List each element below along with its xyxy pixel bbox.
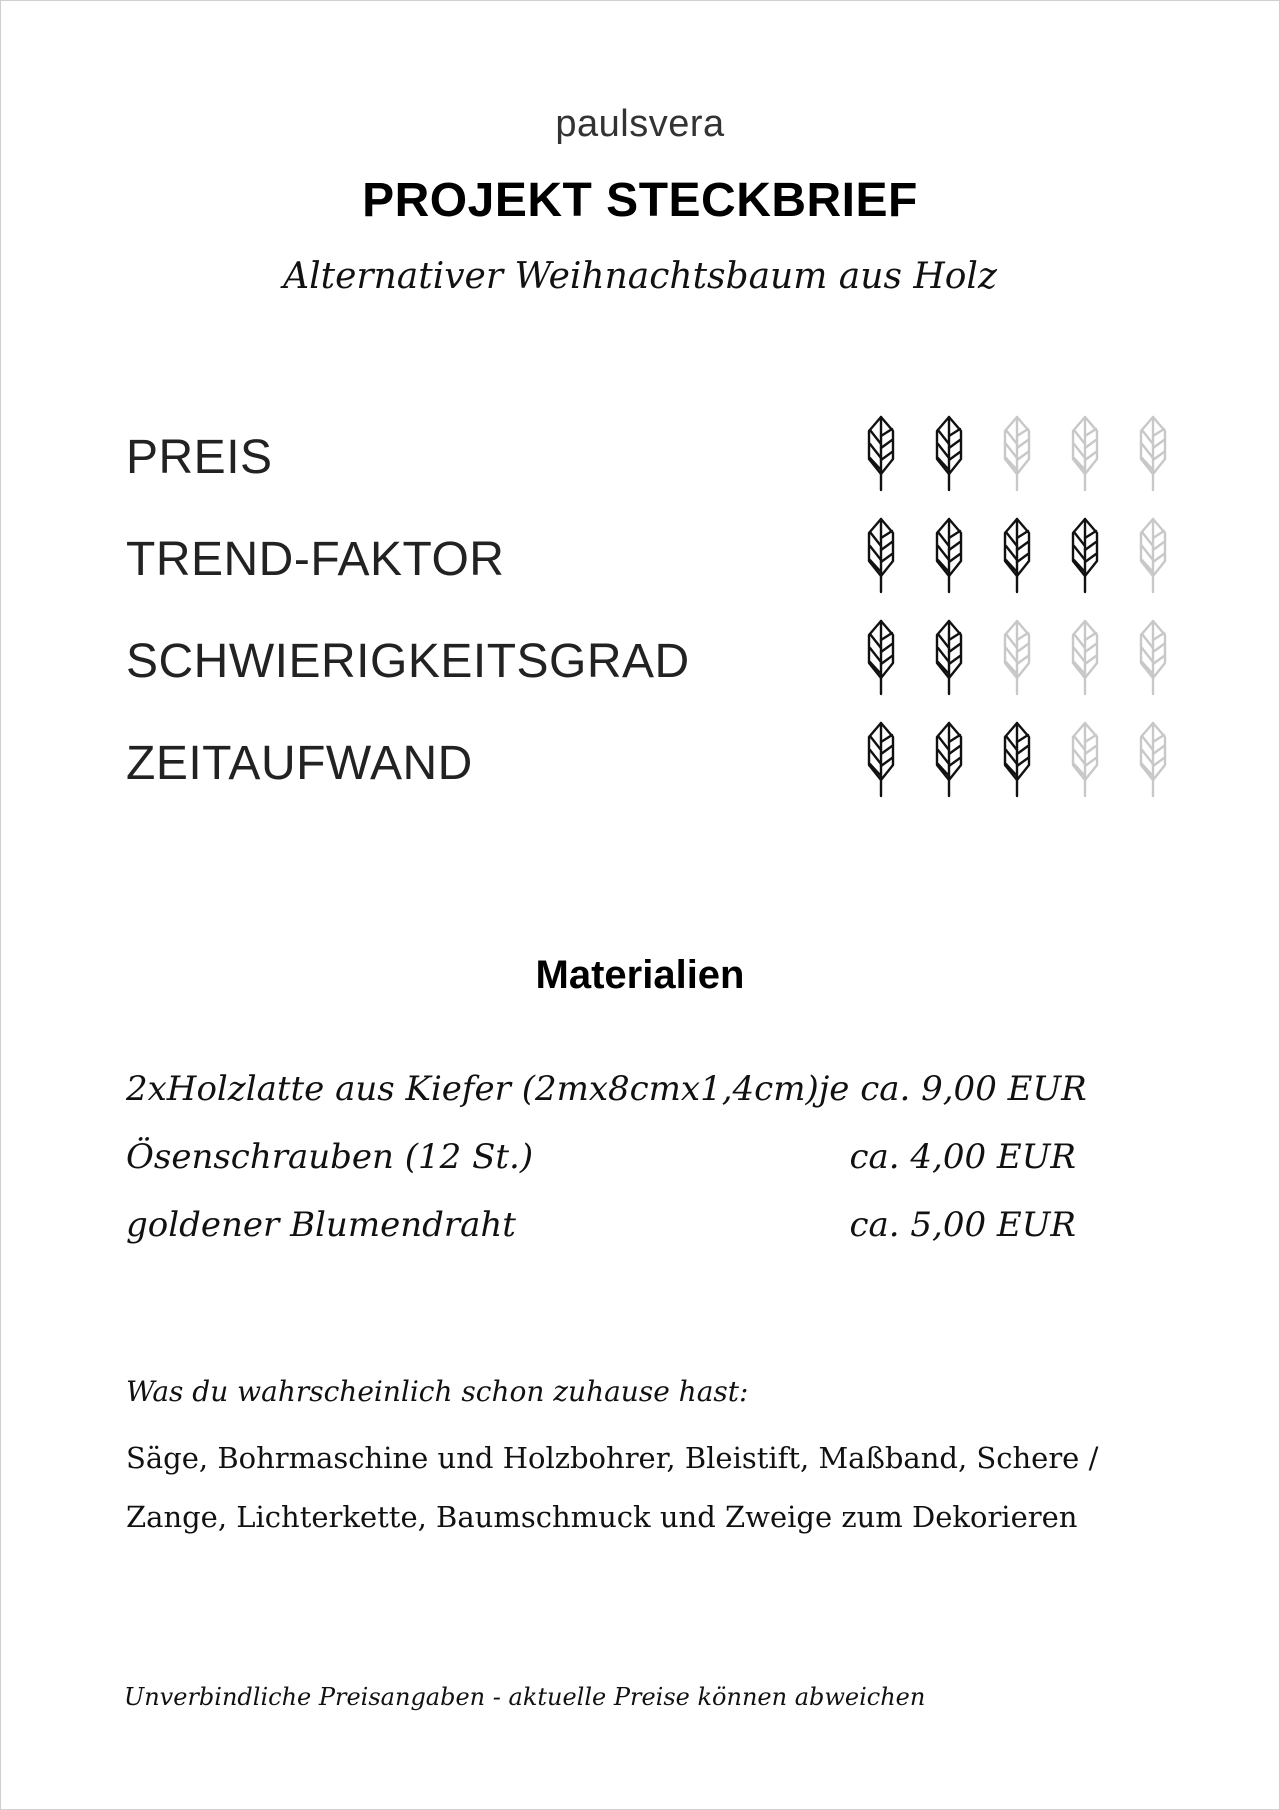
- rating-leaves: [861, 414, 1201, 494]
- material-name: 2xHolzlatte aus Kiefer (2mx8cmx1,4cm): [126, 1069, 819, 1109]
- material-item: [126, 1069, 1087, 1137]
- rating-label: PREIS: [126, 430, 273, 484]
- page-subtitle: Alternativer Weihnachtsbaum aus Holz: [283, 256, 997, 297]
- rating-row-trend: [126, 508, 1186, 610]
- price-disclaimer: Unverbindliche Preisangaben - aktuelle Preise können abweichen: [124, 1683, 926, 1711]
- materials-heading: Materialien: [535, 953, 745, 997]
- leaf-icon-filled: [861, 618, 929, 698]
- ratings-list: [126, 406, 1186, 814]
- at-home-text: Säge, Bohrmaschine und Holzbohrer, Bleistift, Maßband, Schere / Zange, Lichterkette, Baumschmuck und Zweige zum Dekorieren: [126, 1441, 1099, 1534]
- leaf-icon-filled: [861, 720, 929, 800]
- leaf-icon-empty: [1133, 414, 1201, 494]
- leaf-icon-empty: [1065, 618, 1133, 698]
- rating-label: TREND-FAKTOR: [126, 532, 505, 586]
- rating-row-time: [126, 712, 1186, 814]
- rating-leaves: [861, 618, 1201, 698]
- leaf-icon-empty: [1133, 516, 1201, 596]
- material-price: je ca. 9,00 EUR: [818, 1069, 1087, 1109]
- leaf-icon-filled: [1065, 516, 1133, 596]
- leaf-icon-filled: [929, 516, 997, 596]
- material-name: Ösenschrauben (12 St.): [126, 1137, 534, 1177]
- leaf-icon-empty: [997, 618, 1065, 698]
- leaf-icon-filled: [861, 414, 929, 494]
- rating-label: ZEITAUFWAND: [126, 736, 473, 790]
- leaf-icon-empty: [1065, 720, 1133, 800]
- material-price: ca. 5,00 EUR: [849, 1205, 1076, 1245]
- material-item: [126, 1137, 1076, 1205]
- rating-row-difficulty: [126, 610, 1186, 712]
- material-name: goldener Blumendraht: [126, 1205, 516, 1245]
- rating-leaves: [861, 516, 1201, 596]
- material-price: ca. 4,00 EUR: [849, 1137, 1076, 1177]
- leaf-icon-empty: [997, 414, 1065, 494]
- rating-row-price: [126, 406, 1186, 508]
- leaf-icon-filled: [929, 720, 997, 800]
- leaf-icon-filled: [997, 720, 1065, 800]
- leaf-icon-empty: [1133, 618, 1201, 698]
- at-home-intro: Was du wahrscheinlich schon zuhause hast:: [126, 1375, 749, 1408]
- materials-list: [126, 1069, 1087, 1273]
- leaf-icon-empty: [1133, 720, 1201, 800]
- leaf-icon-filled: [929, 618, 997, 698]
- brand-name: paulsvera: [555, 103, 725, 145]
- page-title: PROJEKT STECKBRIEF: [362, 174, 918, 227]
- leaf-icon-filled: [997, 516, 1065, 596]
- leaf-icon-filled: [929, 414, 997, 494]
- rating-label: SCHWIERIGKEITSGRAD: [126, 634, 690, 688]
- rating-leaves: [861, 720, 1201, 800]
- leaf-icon-filled: [861, 516, 929, 596]
- material-item: [126, 1205, 1076, 1273]
- leaf-icon-empty: [1065, 414, 1133, 494]
